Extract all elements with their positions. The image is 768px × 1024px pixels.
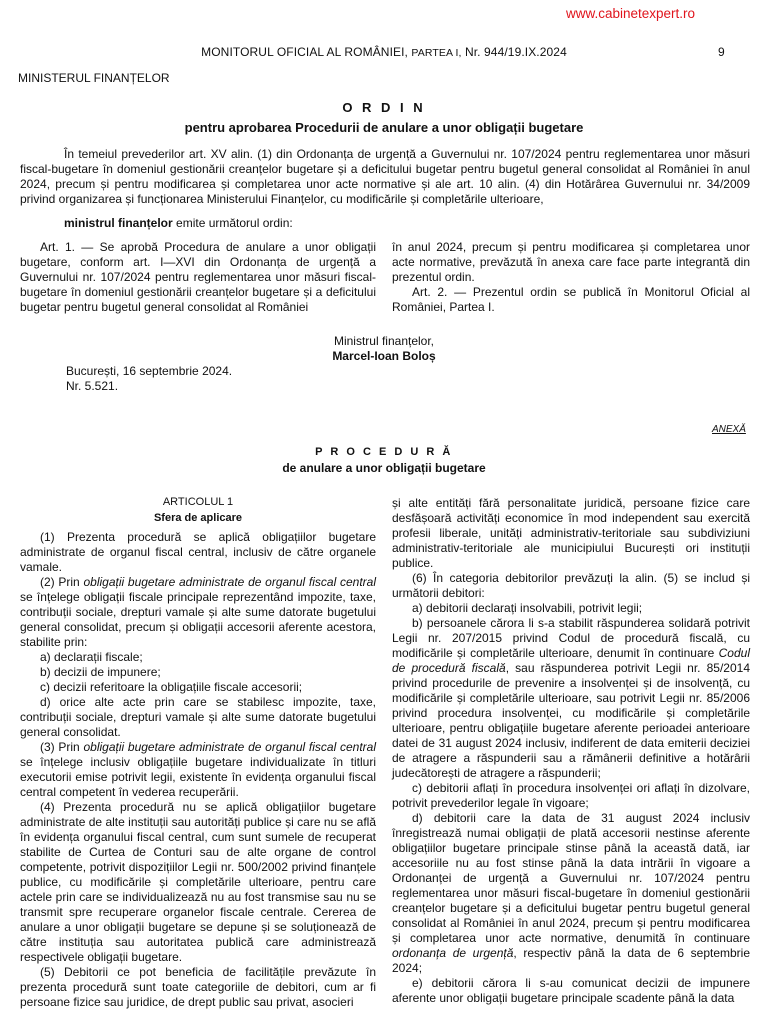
item-6c: c) debitorii aflați în procedura insolvenței ori aflați în dizolvare, potrivit prevederilor legale în vigoare; [392,781,750,810]
order-title: O R D I N [342,100,426,115]
paragraph-1: (1) Prezenta procedură se aplică obligațiilor bugetare administrate de organul fiscal central, inclusiv de către organele vamale. [20,530,376,574]
order-preamble: În temeiul prevederilor art. XV alin. (1) din Ordonanța de urgență a Guvernului nr. 107/2024 pentru reglementarea unor măsuri fiscal-bugetare în domeniul gestionării creanțelor bugetare și a deficitului bugetar pentru bugetul general consolidat al României în anul 2024, precum și pentru modificarea și completarea unor acte normative și ale art. 10 alin. (4) din Hotărârea Guvernului nr. 34/2009 privind organizarea și funcționarea Ministerului Finanțelor, cu modificările și completările ulterioare, [20,147,750,206]
article-title: Sfera de aplicare [153,512,243,524]
b-start: b) persoanele cărora li s-a stabilit răspunderea solidară potrivit Legii nr. 207/2015 privind Codul de procedură fiscală, cu modificările și completările ulterioare, denumit în continuare [392,616,750,660]
place-date-text: București, 16 septembrie 2024. [66,364,233,378]
item-c: c) decizii referitoare la obligațiile fiscale accesorii; [40,680,303,694]
order-subtitle: pentru aprobarea Procedurii de anulare a unor obligații bugetare [184,120,584,135]
p2-term: obligații bugetare administrate de organul fiscal central [83,575,376,589]
item-6d [392,811,750,976]
annex-title: P R O C E D U R Ă [315,446,453,458]
running-head-part: PARTEA I, [411,47,462,59]
p3-term: obligații bugetare administrate de organul fiscal central [83,740,376,754]
item-6b [392,616,750,781]
p3-start: (3) Prin [40,740,84,754]
ministry-name: MINISTERUL FINANȚELOR [18,71,170,85]
page-number: 9 [718,45,725,59]
signature-role: Ministrul finanțelor, [333,334,435,348]
article-1-left: Art. 1. — Se aprobă Procedura de anulare a unor obligații bugetare, conform art. I—XVI din Ordonanța de urgență a Guvernului nr. 107/2024 pentru reglementarea unor măsuri fiscal-bugetare în domeniul gestionării creanțelor bugetare și a deficitului bugetar pentru bugetul general consolidat al României [20,240,376,314]
order-number: Nr. 5.521. [66,379,119,393]
item-6a: a) debitorii declarați insolvabili, potrivit legii; [412,601,643,615]
b-term: Codul de procedură fiscală [392,646,750,675]
place-date [66,364,232,394]
running-head [0,45,768,59]
paragraph-2 [20,575,376,650]
d-start: d) debitorii care la data de 31 august 2024 inclusiv înregistrează numai obligații de plată accesorii nestinse aferente obligațiilor bugetare principale stinse până la această dată, iar accesoriile nu au fost stinse până la data intrării în vigoare a Ordonanței de urgență a Guvernului nr. 107/2024 pentru reglementarea unor măsuri fiscal-bugetare în domeniul gestionării creanțelor bugetare și a deficitului bugetar pentru bugetul general consolidat al României în anul 2024, precum și pentru modificarea și completarea unor acte normative, denumită în continuare [392,811,750,945]
issuer-rest: emite următorul ordin: [172,216,293,230]
item-d: d) orice alte acte prin care se stabilesc impozite, taxe, contribuții sociale, drepturi vamale și alte sume datorate bugetului general consolidat. [20,695,376,739]
order-issuer [64,216,293,230]
item-b: b) decizii de impunere; [40,665,161,679]
item-6e: e) debitorii cărora li s-au comunicat decizii de impunere aferente unor obligații bugetare principale scadente până la data [392,976,750,1005]
signature-name: Marcel-Ioan Boloș [332,349,436,363]
running-head-issue: Nr. 944/19.IX.2024 [464,45,567,59]
paragraph-5-cont: și alte entități fără personalitate juridică, persoane fizice care desfășoară activități economice în mod independent sau exercită profesii liberale, unități administrativ-teritoriale sau subdiviziuni administrativ-teritoriale ale municipiului București ori instituții publice. [392,496,750,570]
b-end: , sau răspunderea potrivit Legii nr. 85/2014 privind procedurile de prevenire a insolvenței și de insolvență, cu modificările și completările ulterioare, sau potrivit Legii nr. 85/2006 privind procedura insolvenței, cu modificările și completările ulterioare, pentru obligațiile bugetare aferente perioadei anterioare datei de 31 august 2024 inclusiv, indiferent de data emiterii deciziei de atragere a răspunderii sau a rămânerii definitive a hotărârii judecătorești de atragere a răspunderii; [392,661,750,780]
annex-col-right [392,496,750,1006]
watermark-url[interactable]: www.cabinetexpert.ro [566,6,696,21]
article-2: Art. 2. — Prezentul ordin se publică în Monitorul Oficial al României, Partea I. [392,285,750,314]
p2-end: se înțelege obligații fiscale principale reprezentând impozite, taxe, contribuții sociale, drepturi vamale și alte sume datorate bugetului general consolidat, precum și obligații accesorii aferente acestora, stabilite prin: [20,590,376,649]
order-col-left [20,240,376,315]
article-1-right: în anul 2024, precum și pentru modificarea și completarea unor acte normative, prevăzută în anexa care face parte integrantă din prezentul ordin. [392,240,750,284]
paragraph-4: (4) Prezenta procedură nu se aplică obligațiilor bugetare administrate de alte instituții sau autorități publice și care nu se află în evidența organului fiscal central, cum sunt sumele de recuperat stabilite de Curtea de Conturi sau de alte organe de control competente, potrivit dispozițiilor Legii nr. 500/2002 privind finanțele publice, cu modificările și completările ulterioare, pentru care actele prin care se individualizează nu au fost transmise sau nu se transmit spre recuperare organelor fiscale centrale. Cererea de anulare a unor obligații bugetare se depune și se soluționează de către instituția sau autoritatea publică care administrează respectivele obligații bugetare. [20,800,376,964]
paragraph-3 [20,740,376,800]
annex-col-left [20,530,376,1010]
annex-label: ANEXĂ [712,424,746,435]
d-end: , respectiv până la data de 6 septembrie 2024; [392,946,751,975]
d-term: ordonanța de urgență [392,946,514,960]
paragraph-6: (6) În categoria debitorilor prevăzuți la alin. (5) se includ și următorii debitori: [392,571,750,600]
article-heading: ARTICOLUL 1 [162,496,234,508]
annex-subtitle: de anulare a unor obligații bugetare [282,461,486,475]
running-head-title: MONITORUL OFICIAL AL ROMÂNIEI, [201,45,408,59]
order-col-right [392,240,750,315]
item-a: a) declarații fiscale; [40,650,143,664]
paragraph-5: (5) Debitorii ce pot beneficia de facilitățile prevăzute în prezenta procedură sunt toate categoriile de debitori, cum ar fi persoane fizice sau juridice, de drept public sau privat, asocieri [20,965,376,1009]
p3-end: se înțelege inclusiv obligațiile bugetare individualizate în titluri executorii emise potrivit legii, existente în evidența organului fiscal central competent în vederea recuperării. [20,755,376,799]
p2-start: (2) Prin [40,575,84,589]
issuer-bold: ministrul finanțelor [64,216,173,230]
